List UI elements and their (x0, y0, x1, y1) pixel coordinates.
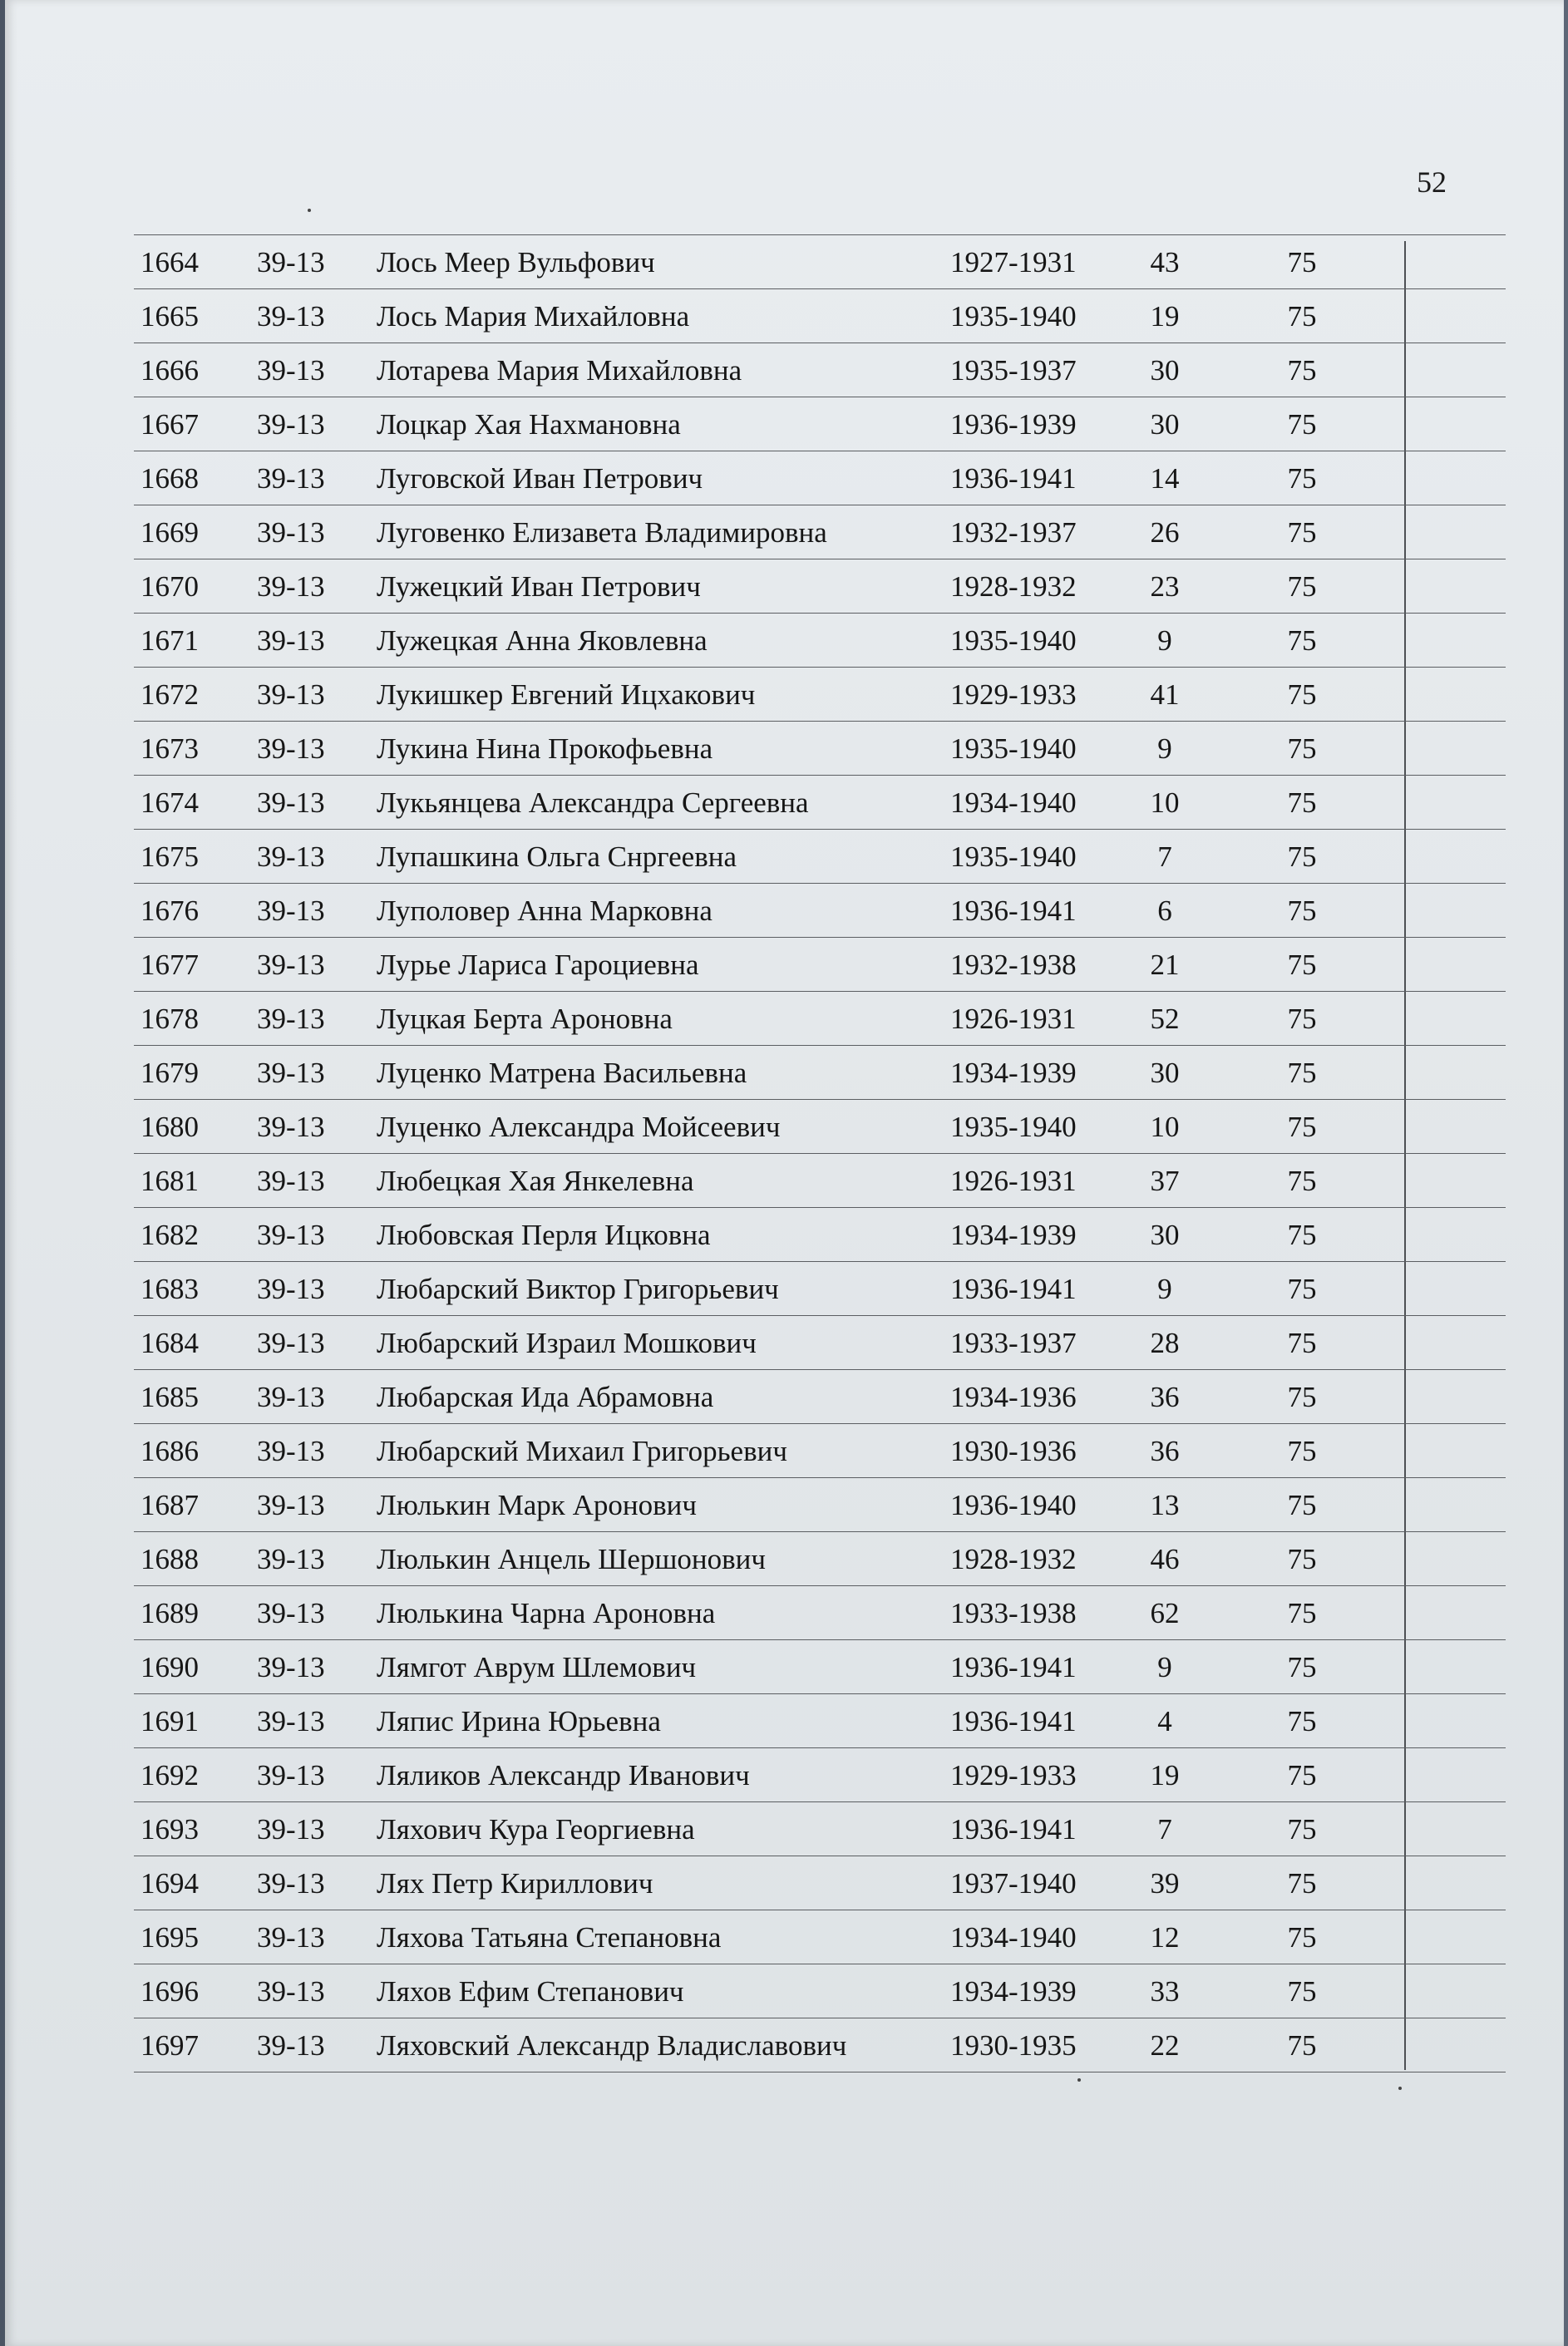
fund-code: 39-13 (257, 895, 325, 927)
count-value: 30 (1150, 408, 1180, 441)
count-value: 10 (1150, 786, 1180, 819)
table-row (134, 1045, 1506, 1099)
retention-value: 75 (1287, 1489, 1317, 1521)
person-name: Лось Меер Вульфович (377, 246, 655, 278)
table-row (134, 451, 1506, 505)
count-value: 19 (1150, 1759, 1180, 1792)
person-name: Луговенко Елизавета Владимировна (377, 516, 827, 549)
retention-value: 75 (1287, 1381, 1317, 1413)
table-row (134, 1856, 1506, 1910)
year-range: 1927-1931 (950, 246, 1077, 278)
year-range: 1936-1941 (950, 462, 1077, 495)
fund-code: 39-13 (257, 1813, 325, 1846)
registry-table (134, 234, 1506, 2072)
person-name: Луценко Александра Мойсеевич (377, 1111, 781, 1143)
person-name: Ляхов Ефим Степанович (377, 1975, 684, 2008)
table-row (134, 505, 1506, 559)
person-name: Любовская Перля Ицковна (377, 1219, 711, 1251)
year-range: 1936-1939 (950, 408, 1077, 441)
year-range: 1929-1933 (950, 1759, 1077, 1792)
retention-value: 75 (1287, 1705, 1317, 1737)
person-name: Любарский Михаил Григорьевич (377, 1435, 787, 1467)
retention-value: 75 (1287, 1273, 1317, 1305)
year-range: 1928-1932 (950, 1543, 1077, 1575)
fund-code: 39-13 (257, 246, 325, 278)
retention-value: 75 (1287, 300, 1317, 333)
count-value: 62 (1150, 1597, 1180, 1629)
year-range: 1934-1940 (950, 786, 1077, 819)
count-value: 19 (1150, 300, 1180, 333)
table-row (134, 559, 1506, 613)
year-range: 1936-1941 (950, 1273, 1077, 1305)
person-name: Люлькин Марк Аронович (377, 1489, 697, 1521)
fund-code: 39-13 (257, 354, 325, 387)
retention-value: 75 (1287, 949, 1317, 981)
retention-value: 75 (1287, 1597, 1317, 1629)
year-range: 1935-1940 (950, 300, 1077, 333)
fund-code: 39-13 (257, 1435, 325, 1467)
person-name: Ляликов Александр Иванович (377, 1759, 750, 1792)
row-number: 1696 (141, 1975, 199, 2008)
person-name: Лях Петр Кириллович (377, 1867, 653, 1900)
fund-code: 39-13 (257, 1273, 325, 1305)
person-name: Луговской Иван Петрович (377, 462, 703, 495)
year-range: 1926-1931 (950, 1003, 1077, 1035)
fund-code: 39-13 (257, 570, 325, 603)
person-name: Лукишкер Евгений Ицхакович (377, 678, 756, 711)
row-number: 1668 (141, 462, 199, 495)
row-number: 1695 (141, 1921, 199, 1954)
table-row (134, 721, 1506, 775)
retention-value: 75 (1287, 570, 1317, 603)
speck (1077, 2078, 1081, 2082)
fund-code: 39-13 (257, 1489, 325, 1521)
row-number: 1690 (141, 1651, 199, 1683)
fund-code: 39-13 (257, 1867, 325, 1900)
count-value: 10 (1150, 1111, 1180, 1143)
fund-code: 39-13 (257, 1327, 325, 1359)
year-range: 1933-1938 (950, 1597, 1077, 1629)
retention-value: 75 (1287, 1975, 1317, 2008)
year-range: 1934-1940 (950, 1921, 1077, 1954)
person-name: Луцкая Берта Ароновна (377, 1003, 673, 1035)
year-range: 1936-1941 (950, 1705, 1077, 1737)
count-value: 52 (1150, 1003, 1180, 1035)
year-range: 1934-1939 (950, 1057, 1077, 1089)
table-row (134, 1531, 1506, 1585)
count-value: 9 (1157, 1273, 1172, 1305)
fund-code: 39-13 (257, 678, 325, 711)
person-name: Лужецкая Анна Яковлевна (377, 624, 708, 657)
person-name: Любарский Израил Мошкович (377, 1327, 757, 1359)
count-value: 43 (1150, 246, 1180, 278)
year-range: 1928-1932 (950, 570, 1077, 603)
row-number: 1693 (141, 1813, 199, 1846)
retention-value: 75 (1287, 678, 1317, 711)
count-value: 41 (1150, 678, 1180, 711)
count-value: 14 (1150, 462, 1180, 495)
row-number: 1682 (141, 1219, 199, 1251)
count-value: 13 (1150, 1489, 1180, 1521)
year-range: 1936-1941 (950, 1651, 1077, 1683)
retention-value: 75 (1287, 462, 1317, 495)
retention-value: 75 (1287, 895, 1317, 927)
year-range: 1936-1940 (950, 1489, 1077, 1521)
row-number: 1697 (141, 2029, 199, 2062)
retention-value: 75 (1287, 1003, 1317, 1035)
retention-value: 75 (1287, 786, 1317, 819)
retention-value: 75 (1287, 1165, 1317, 1197)
table-row (134, 1423, 1506, 1477)
retention-value: 75 (1287, 246, 1317, 278)
person-name: Любецкая Хая Янкелевна (377, 1165, 694, 1197)
table-row (134, 397, 1506, 451)
row-number: 1673 (141, 732, 199, 765)
speck (308, 209, 311, 212)
person-name: Лупашкина Ольга Снргеевна (377, 840, 737, 873)
person-name: Луполовер Анна Марковна (377, 895, 713, 927)
count-value: 36 (1150, 1381, 1180, 1413)
table-row (134, 1369, 1506, 1423)
table-row (134, 1315, 1506, 1369)
year-range: 1932-1938 (950, 949, 1077, 981)
count-value: 9 (1157, 624, 1172, 657)
row-number: 1669 (141, 516, 199, 549)
fund-code: 39-13 (257, 1003, 325, 1035)
speck (1398, 2087, 1402, 2090)
count-value: 9 (1157, 1651, 1172, 1683)
row-number: 1670 (141, 570, 199, 603)
year-range: 1934-1939 (950, 1975, 1077, 2008)
fund-code: 39-13 (257, 1111, 325, 1143)
fund-code: 39-13 (257, 1381, 325, 1413)
count-value: 37 (1150, 1165, 1180, 1197)
person-name: Лурье Лариса Гароциевна (377, 949, 699, 981)
table-row (134, 1585, 1506, 1639)
row-number: 1687 (141, 1489, 199, 1521)
fund-code: 39-13 (257, 1651, 325, 1683)
year-range: 1932-1937 (950, 516, 1077, 549)
person-name: Ляховский Александр Владиславович (377, 2029, 847, 2062)
retention-value: 75 (1287, 516, 1317, 549)
fund-code: 39-13 (257, 1543, 325, 1575)
retention-value: 75 (1287, 1867, 1317, 1900)
count-value: 26 (1150, 516, 1180, 549)
count-value: 7 (1157, 840, 1172, 873)
fund-code: 39-13 (257, 1057, 325, 1089)
row-number: 1691 (141, 1705, 199, 1737)
count-value: 28 (1150, 1327, 1180, 1359)
row-number: 1676 (141, 895, 199, 927)
retention-value: 75 (1287, 1057, 1317, 1089)
retention-value: 75 (1287, 1111, 1317, 1143)
fund-code: 39-13 (257, 1759, 325, 1792)
person-name: Люлькин Анцель Шершонович (377, 1543, 766, 1575)
fund-code: 39-13 (257, 1975, 325, 2008)
count-value: 22 (1150, 2029, 1180, 2062)
table-row (134, 234, 1506, 288)
fund-code: 39-13 (257, 949, 325, 981)
count-value: 7 (1157, 1813, 1172, 1846)
row-number: 1683 (141, 1273, 199, 1305)
row-number: 1666 (141, 354, 199, 387)
row-number: 1672 (141, 678, 199, 711)
page-number: 52 (1417, 165, 1447, 199)
count-value: 33 (1150, 1975, 1180, 2008)
table-row (134, 829, 1506, 883)
fund-code: 39-13 (257, 1165, 325, 1197)
row-number: 1692 (141, 1759, 199, 1792)
retention-value: 75 (1287, 1759, 1317, 1792)
retention-value: 75 (1287, 1921, 1317, 1954)
year-range: 1930-1936 (950, 1435, 1077, 1467)
row-number: 1675 (141, 840, 199, 873)
count-value: 39 (1150, 1867, 1180, 1900)
person-name: Лужецкий Иван Петрович (377, 570, 701, 603)
table-row (134, 1801, 1506, 1856)
row-number: 1681 (141, 1165, 199, 1197)
table-row (134, 1099, 1506, 1153)
table-row (134, 775, 1506, 829)
year-range: 1934-1936 (950, 1381, 1077, 1413)
year-range: 1935-1940 (950, 840, 1077, 873)
row-number: 1689 (141, 1597, 199, 1629)
year-range: 1936-1941 (950, 1813, 1077, 1846)
document-page (5, 0, 1564, 2346)
person-name: Ляпис Ирина Юрьевна (377, 1705, 661, 1737)
retention-value: 75 (1287, 408, 1317, 441)
table-row (134, 1477, 1506, 1531)
fund-code: 39-13 (257, 1219, 325, 1251)
fund-code: 39-13 (257, 732, 325, 765)
table-row (134, 1639, 1506, 1693)
retention-value: 75 (1287, 732, 1317, 765)
count-value: 9 (1157, 732, 1172, 765)
fund-code: 39-13 (257, 1597, 325, 1629)
count-value: 6 (1157, 895, 1172, 927)
row-number: 1679 (141, 1057, 199, 1089)
row-number: 1664 (141, 246, 199, 278)
retention-value: 75 (1287, 1435, 1317, 1467)
person-name: Люлькина Чарна Ароновна (377, 1597, 716, 1629)
fund-code: 39-13 (257, 786, 325, 819)
retention-value: 75 (1287, 1327, 1317, 1359)
person-name: Лоцкар Хая Нахмановна (377, 408, 681, 441)
table-row (134, 1747, 1506, 1801)
year-range: 1930-1935 (950, 2029, 1077, 2062)
table-row (134, 1693, 1506, 1747)
fund-code: 39-13 (257, 408, 325, 441)
table-row (134, 937, 1506, 991)
table-row (134, 883, 1506, 937)
table-row (134, 2018, 1506, 2072)
year-range: 1935-1940 (950, 624, 1077, 657)
retention-value: 75 (1287, 1219, 1317, 1251)
person-name: Лямгот Аврум Шлемович (377, 1651, 697, 1683)
person-name: Лукьянцева Александра Сергеевна (377, 786, 809, 819)
year-range: 1936-1941 (950, 895, 1077, 927)
count-value: 30 (1150, 1057, 1180, 1089)
table-row (134, 991, 1506, 1045)
row-number: 1677 (141, 949, 199, 981)
retention-value: 75 (1287, 624, 1317, 657)
count-value: 36 (1150, 1435, 1180, 1467)
person-name: Ляхова Татьяна Степановна (377, 1921, 722, 1954)
table-row (134, 343, 1506, 397)
row-number: 1688 (141, 1543, 199, 1575)
person-name: Лось Мария Михайловна (377, 300, 690, 333)
year-range: 1926-1931 (950, 1165, 1077, 1197)
person-name: Ляхович Кура Георгиевна (377, 1813, 695, 1846)
fund-code: 39-13 (257, 462, 325, 495)
retention-value: 75 (1287, 1543, 1317, 1575)
retention-value: 75 (1287, 1651, 1317, 1683)
table-row (134, 613, 1506, 667)
person-name: Лукина Нина Прокофьевна (377, 732, 713, 765)
fund-code: 39-13 (257, 840, 325, 873)
retention-value: 75 (1287, 1813, 1317, 1846)
year-range: 1935-1940 (950, 732, 1077, 765)
count-value: 4 (1157, 1705, 1172, 1737)
fund-code: 39-13 (257, 300, 325, 333)
count-value: 23 (1150, 570, 1180, 603)
year-range: 1937-1940 (950, 1867, 1077, 1900)
year-range: 1929-1933 (950, 678, 1077, 711)
row-number: 1678 (141, 1003, 199, 1035)
table-row (134, 1964, 1506, 2018)
year-range: 1934-1939 (950, 1219, 1077, 1251)
year-range: 1935-1940 (950, 1111, 1077, 1143)
table-row (134, 1207, 1506, 1261)
row-number: 1674 (141, 786, 199, 819)
row-number: 1680 (141, 1111, 199, 1143)
count-value: 21 (1150, 949, 1180, 981)
row-number: 1671 (141, 624, 199, 657)
retention-value: 75 (1287, 354, 1317, 387)
row-number: 1667 (141, 408, 199, 441)
fund-code: 39-13 (257, 1705, 325, 1737)
table-row (134, 667, 1506, 721)
fund-code: 39-13 (257, 2029, 325, 2062)
person-name: Любарская Ида Абрамовна (377, 1381, 714, 1413)
count-value: 12 (1150, 1921, 1180, 1954)
count-value: 46 (1150, 1543, 1180, 1575)
person-name: Любарский Виктор Григорьевич (377, 1273, 779, 1305)
person-name: Луценко Матрена Васильевна (377, 1057, 747, 1089)
fund-code: 39-13 (257, 1921, 325, 1954)
count-value: 30 (1150, 354, 1180, 387)
row-number: 1665 (141, 300, 199, 333)
row-number: 1684 (141, 1327, 199, 1359)
table-row (134, 1910, 1506, 1964)
year-range: 1933-1937 (950, 1327, 1077, 1359)
row-number: 1686 (141, 1435, 199, 1467)
table-row (134, 288, 1506, 343)
fund-code: 39-13 (257, 516, 325, 549)
retention-value: 75 (1287, 2029, 1317, 2062)
fund-code: 39-13 (257, 624, 325, 657)
count-value: 30 (1150, 1219, 1180, 1251)
retention-value: 75 (1287, 840, 1317, 873)
row-number: 1694 (141, 1867, 199, 1900)
year-range: 1935-1937 (950, 354, 1077, 387)
table-row (134, 1261, 1506, 1315)
table-row (134, 1153, 1506, 1207)
row-number: 1685 (141, 1381, 199, 1413)
person-name: Лотарева Мария Михайловна (377, 354, 742, 387)
